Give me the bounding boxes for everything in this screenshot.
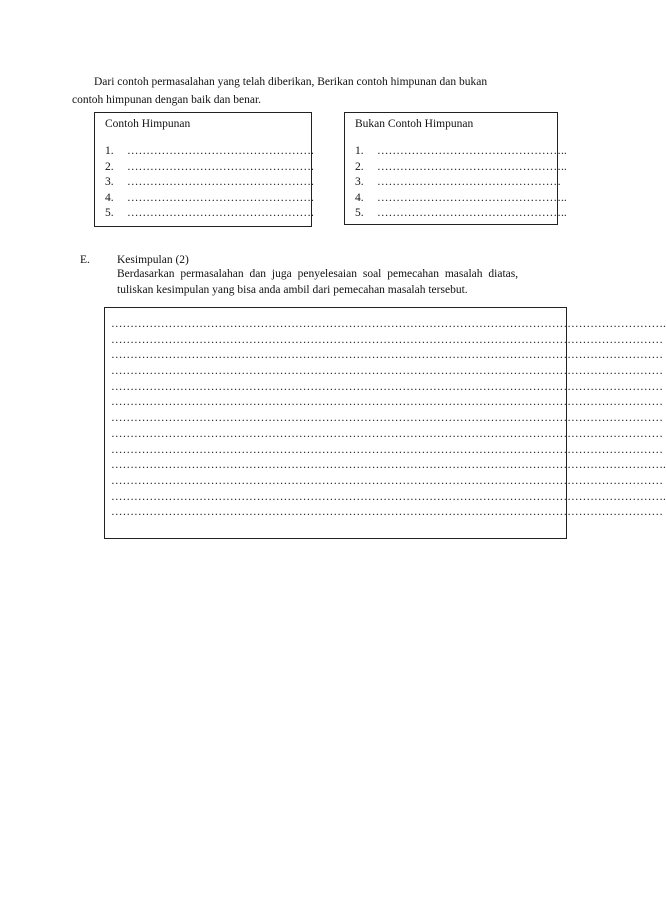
section-instruction-line-2: tuliskan kesimpulan yang bisa anda ambil dari pemecahan masalah tersebut. <box>117 284 468 296</box>
section-letter: E. <box>80 254 90 266</box>
answer-line[interactable]: ……………………………………………………………………………………………………………………………… <box>111 396 663 409</box>
list-item[interactable] <box>355 144 567 160</box>
answer-blank: ………………………………………….. <box>377 191 567 204</box>
item-number: 1. <box>105 145 114 157</box>
answer-blank: ………………………………………….. <box>377 207 567 219</box>
answer-line[interactable]: ……………………………………………………………………………………………………………………………… <box>111 365 663 378</box>
kesimpulan-lines <box>111 317 666 521</box>
intro-line-1: Dari contoh permasalahan yang telah diberikan, Berikan contoh himpunan dan bukan <box>94 76 488 88</box>
bukan-contoh-himpunan-title: Bukan Contoh Himpunan <box>355 118 474 130</box>
answer-line[interactable]: ……………………………………………………………………………………………………………………………… <box>111 443 663 456</box>
answer-line[interactable]: ……………………………………………………………………………………………………………………………… <box>111 349 663 362</box>
list-item[interactable] <box>105 175 314 191</box>
answer-blank: ………………………………………….. <box>377 160 567 173</box>
answer-blank: …………………………………………. <box>127 160 314 173</box>
list-item[interactable] <box>355 191 567 207</box>
answer-blank: ………………………………………… <box>377 176 561 188</box>
list-item[interactable] <box>355 175 567 191</box>
bukan-contoh-himpunan-list <box>355 144 567 222</box>
item-number: 5. <box>105 207 114 219</box>
section-title: Kesimpulan (2) <box>117 254 189 266</box>
answer-line[interactable]: ………………………………………………………………………………………………………………………………. <box>111 318 666 330</box>
answer-blank: …………………………………………. <box>127 191 314 204</box>
answer-line[interactable]: ……………………………………………………………………………………………………………………………… <box>111 427 663 440</box>
answer-blank: …………………………………………. <box>127 176 314 188</box>
item-number: 4. <box>355 191 364 204</box>
item-number: 4. <box>105 191 114 204</box>
answer-blank: …………………………………………. <box>127 207 314 219</box>
intro-line-2: contoh himpunan dengan baik dan benar. <box>72 94 262 106</box>
list-item[interactable] <box>105 160 314 176</box>
item-number: 1. <box>355 145 364 157</box>
list-item[interactable] <box>355 206 567 222</box>
section-instruction-line-1: Berdasarkan permasalahan dan juga penyelesaian soal pemecahan masalah diatas, <box>117 268 519 280</box>
item-number: 2. <box>105 160 114 173</box>
answer-line[interactable]: ………………………………………………………………………………………………………………………………. <box>111 459 666 472</box>
list-item[interactable] <box>105 144 314 160</box>
answer-blank: …………………………………………. <box>127 145 314 157</box>
list-item[interactable] <box>355 160 567 176</box>
answer-line[interactable]: ……………………………………………………………………………………………………………………………… <box>111 506 663 519</box>
answer-line[interactable]: ……………………………………………………………………………………………………………………………… <box>111 333 663 346</box>
list-item[interactable] <box>105 191 314 207</box>
contoh-himpunan-list <box>105 144 314 222</box>
contoh-himpunan-title: Contoh Himpunan <box>105 118 191 130</box>
item-number: 3. <box>355 176 364 188</box>
item-number: 2. <box>355 160 364 173</box>
kesimpulan-answer-box[interactable] <box>104 307 666 539</box>
answer-line[interactable]: ………………………………………………………………………………………………………………………………. <box>111 490 666 503</box>
answer-line[interactable]: ……………………………………………………………………………………………………………………………… <box>111 380 663 393</box>
list-item[interactable] <box>105 206 314 222</box>
answer-blank: ………………………………………….. <box>377 145 567 157</box>
item-number: 3. <box>105 176 114 188</box>
contoh-himpunan-box <box>94 112 312 227</box>
item-number: 5. <box>355 207 364 219</box>
answer-line[interactable]: ……………………………………………………………………………………………………………………………… <box>111 474 663 487</box>
answer-line[interactable]: ……………………………………………………………………………………………………………………………… <box>111 412 663 425</box>
bukan-contoh-himpunan-box <box>344 112 567 225</box>
